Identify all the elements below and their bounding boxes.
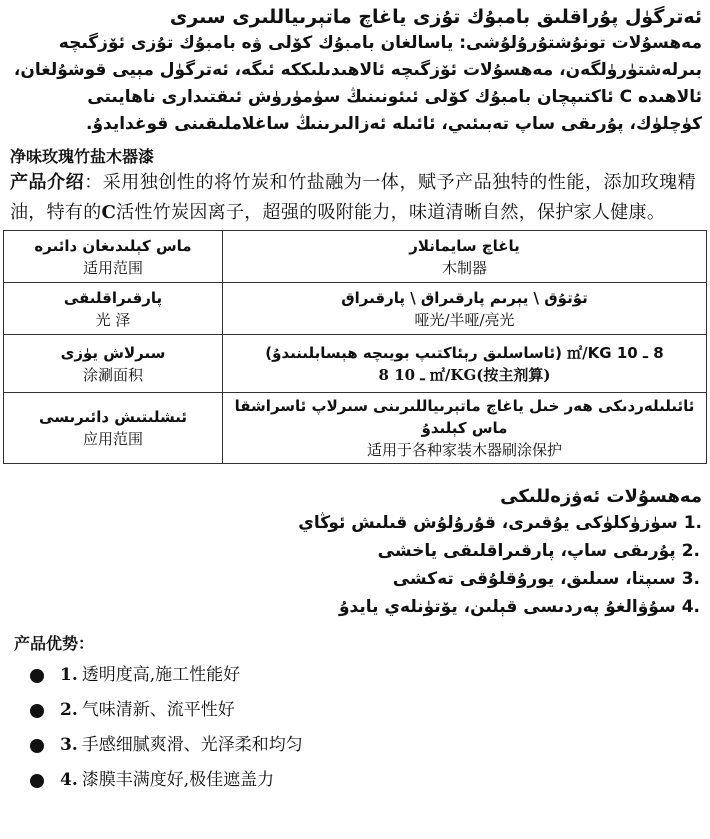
row-label-cell xyxy=(4,283,223,335)
label-ug: ماس كېلىدىغان دائىرە xyxy=(34,236,192,255)
value-ug: ياغاچ سايمانلار xyxy=(409,236,520,255)
intro-label: 产品介绍 xyxy=(10,172,85,193)
table-row xyxy=(4,393,707,464)
list-item xyxy=(30,693,710,728)
row-value-cell xyxy=(223,231,707,283)
value-zh: 木制器 xyxy=(441,258,487,277)
label-zh: 涂涮面积 xyxy=(82,365,143,384)
row-label-cell xyxy=(4,393,223,464)
label-zh: 适用范围 xyxy=(82,258,143,277)
item-text: 透明度高,施工性能好 xyxy=(81,665,241,685)
table-row xyxy=(4,283,707,335)
chinese-advantages-list xyxy=(0,658,710,798)
intro-c-letter: C xyxy=(101,202,117,223)
row-label-cell xyxy=(4,231,223,283)
item-number: 3. xyxy=(60,735,78,755)
label-ug: پارقىراقلىقى xyxy=(63,288,163,307)
item-text: 手感细腻爽滑、光泽柔和均匀 xyxy=(81,735,303,755)
uyghur-title: ئەترگۈل پۇراقلىق بامبۇك تۇزى ياغاچ ماتېرىياللىرى سىرى xyxy=(169,6,702,28)
list-item xyxy=(0,565,710,593)
label-ug: سىرلاش يۈزى xyxy=(60,343,166,362)
item-text: سىپتا، سىلىق، يورۇقلۇقى تەكشى xyxy=(392,569,676,589)
bullet-icon xyxy=(30,669,44,683)
list-item xyxy=(30,763,710,798)
item-text: پۇرىقى ساپ، پارقىراقلىقى ياخشى xyxy=(377,541,676,561)
label-zh: 应用范围 xyxy=(82,430,143,448)
item-text: سۇۋالغۇ پەردىسى قېلىن، يۆتۈنلەي يايدۇ xyxy=(338,597,676,617)
value-zh: 哑光/半哑/亮光 xyxy=(414,310,515,329)
value-ug: تۇتۇق \ يېرىم پارقىراق \ پارقىراق xyxy=(341,288,588,307)
item-number: .4 xyxy=(681,597,700,617)
intro-text-part2: 活性竹炭因离子，超强的吸附能力，味道清晰自然，保护家人健康。 xyxy=(116,202,666,223)
adv-title-sep: ： xyxy=(78,634,95,653)
item-number: .1 xyxy=(683,513,702,533)
item-number: 1. xyxy=(60,665,78,685)
table-row xyxy=(4,231,707,283)
row-value-cell xyxy=(223,393,707,464)
list-item xyxy=(0,509,710,537)
bullet-icon xyxy=(30,774,44,788)
row-value-cell xyxy=(223,283,707,335)
row-value-cell xyxy=(223,335,707,393)
label-ug: ئىشلىتىش دائىرىسى xyxy=(39,408,187,426)
item-text: 漆膜丰满度好,极佳遮盖力 xyxy=(81,770,275,790)
uyghur-advantages-list xyxy=(0,509,710,621)
value-zh: 8 ـ 10 ㎡/KG(按主剂算) xyxy=(378,365,551,384)
chinese-title: 净味玫瑰竹盐木器漆 xyxy=(10,147,155,166)
uyghur-intro-paragraph: مەھسۇلات تونۇشتۇرۇلۇشى: ياسالغان بامبۇك كۆلى ۋە بامبۇك تۇزى ئۆزگىچە بىرلەشتۈرۈلگەن، مەھسۇلات ئۆزگىچە ئالاھىدىلىككە ئىگە، ئەترگۈل مېيى قوشۇلغان، ئالاھىدە C ئاكتىپچان بامبۇك كۆلى ئىئونىنىڭ سۈمۈرۈش ئىقتىدارى ناھايىتى كۈچلۈك، پۇرىقى ساپ تەبىئىي، ئائىلە ئەزالىرىنىڭ ساغلاملىقىنى قوغدايدۇ. xyxy=(13,33,702,134)
item-number: .2 xyxy=(681,541,700,561)
bullet-icon xyxy=(30,739,44,753)
uyghur-advantages-title: مەھسۇلات ئەۋزەللىكى xyxy=(500,486,702,507)
row-label-cell xyxy=(4,335,223,393)
uyghur-header xyxy=(0,4,710,138)
adv-title-text: 产品优势 xyxy=(14,634,79,653)
item-text: 气味清新、流平性好 xyxy=(81,700,235,720)
list-item xyxy=(0,537,710,565)
item-number: 4. xyxy=(60,770,78,790)
list-item xyxy=(30,728,710,763)
chinese-intro xyxy=(0,168,710,228)
value-zh: 适用于各种家装木器刷涂保护 xyxy=(366,441,562,459)
value-ug: ئائىلىلەردىكى ھەر خىل ياغاچ ماتېرىياللىرىنى سىرلاپ ئاسراشقا ماس كېلىدۇ xyxy=(234,397,695,437)
item-number: 2. xyxy=(60,700,78,720)
intro-separator: ： xyxy=(84,172,103,193)
value-ug: 8 ـ 10 ㎡/KG (ئاساسلىق رېئاكتىپ بويىچە ھېسابلىنىدۇ) xyxy=(265,343,664,362)
list-item xyxy=(0,593,710,621)
chinese-advantages-title xyxy=(14,631,710,654)
uyghur-advantages xyxy=(0,486,710,621)
bullet-icon xyxy=(30,704,44,718)
table-row xyxy=(4,335,707,393)
intro-text-part1: 采用独创性的将竹炭和竹盐融为一体，赋予产品独特的性能，添加玫瑰精油，特有的 xyxy=(10,172,696,223)
label-zh: 光 泽 xyxy=(95,310,131,329)
spec-table xyxy=(3,230,707,464)
item-number: .3 xyxy=(681,569,700,589)
list-item xyxy=(30,658,710,693)
item-text: سۈزۈكلۈكى يۇقىرى، قۇرۇلۇش قىلىش ئوڭاي xyxy=(298,513,678,533)
